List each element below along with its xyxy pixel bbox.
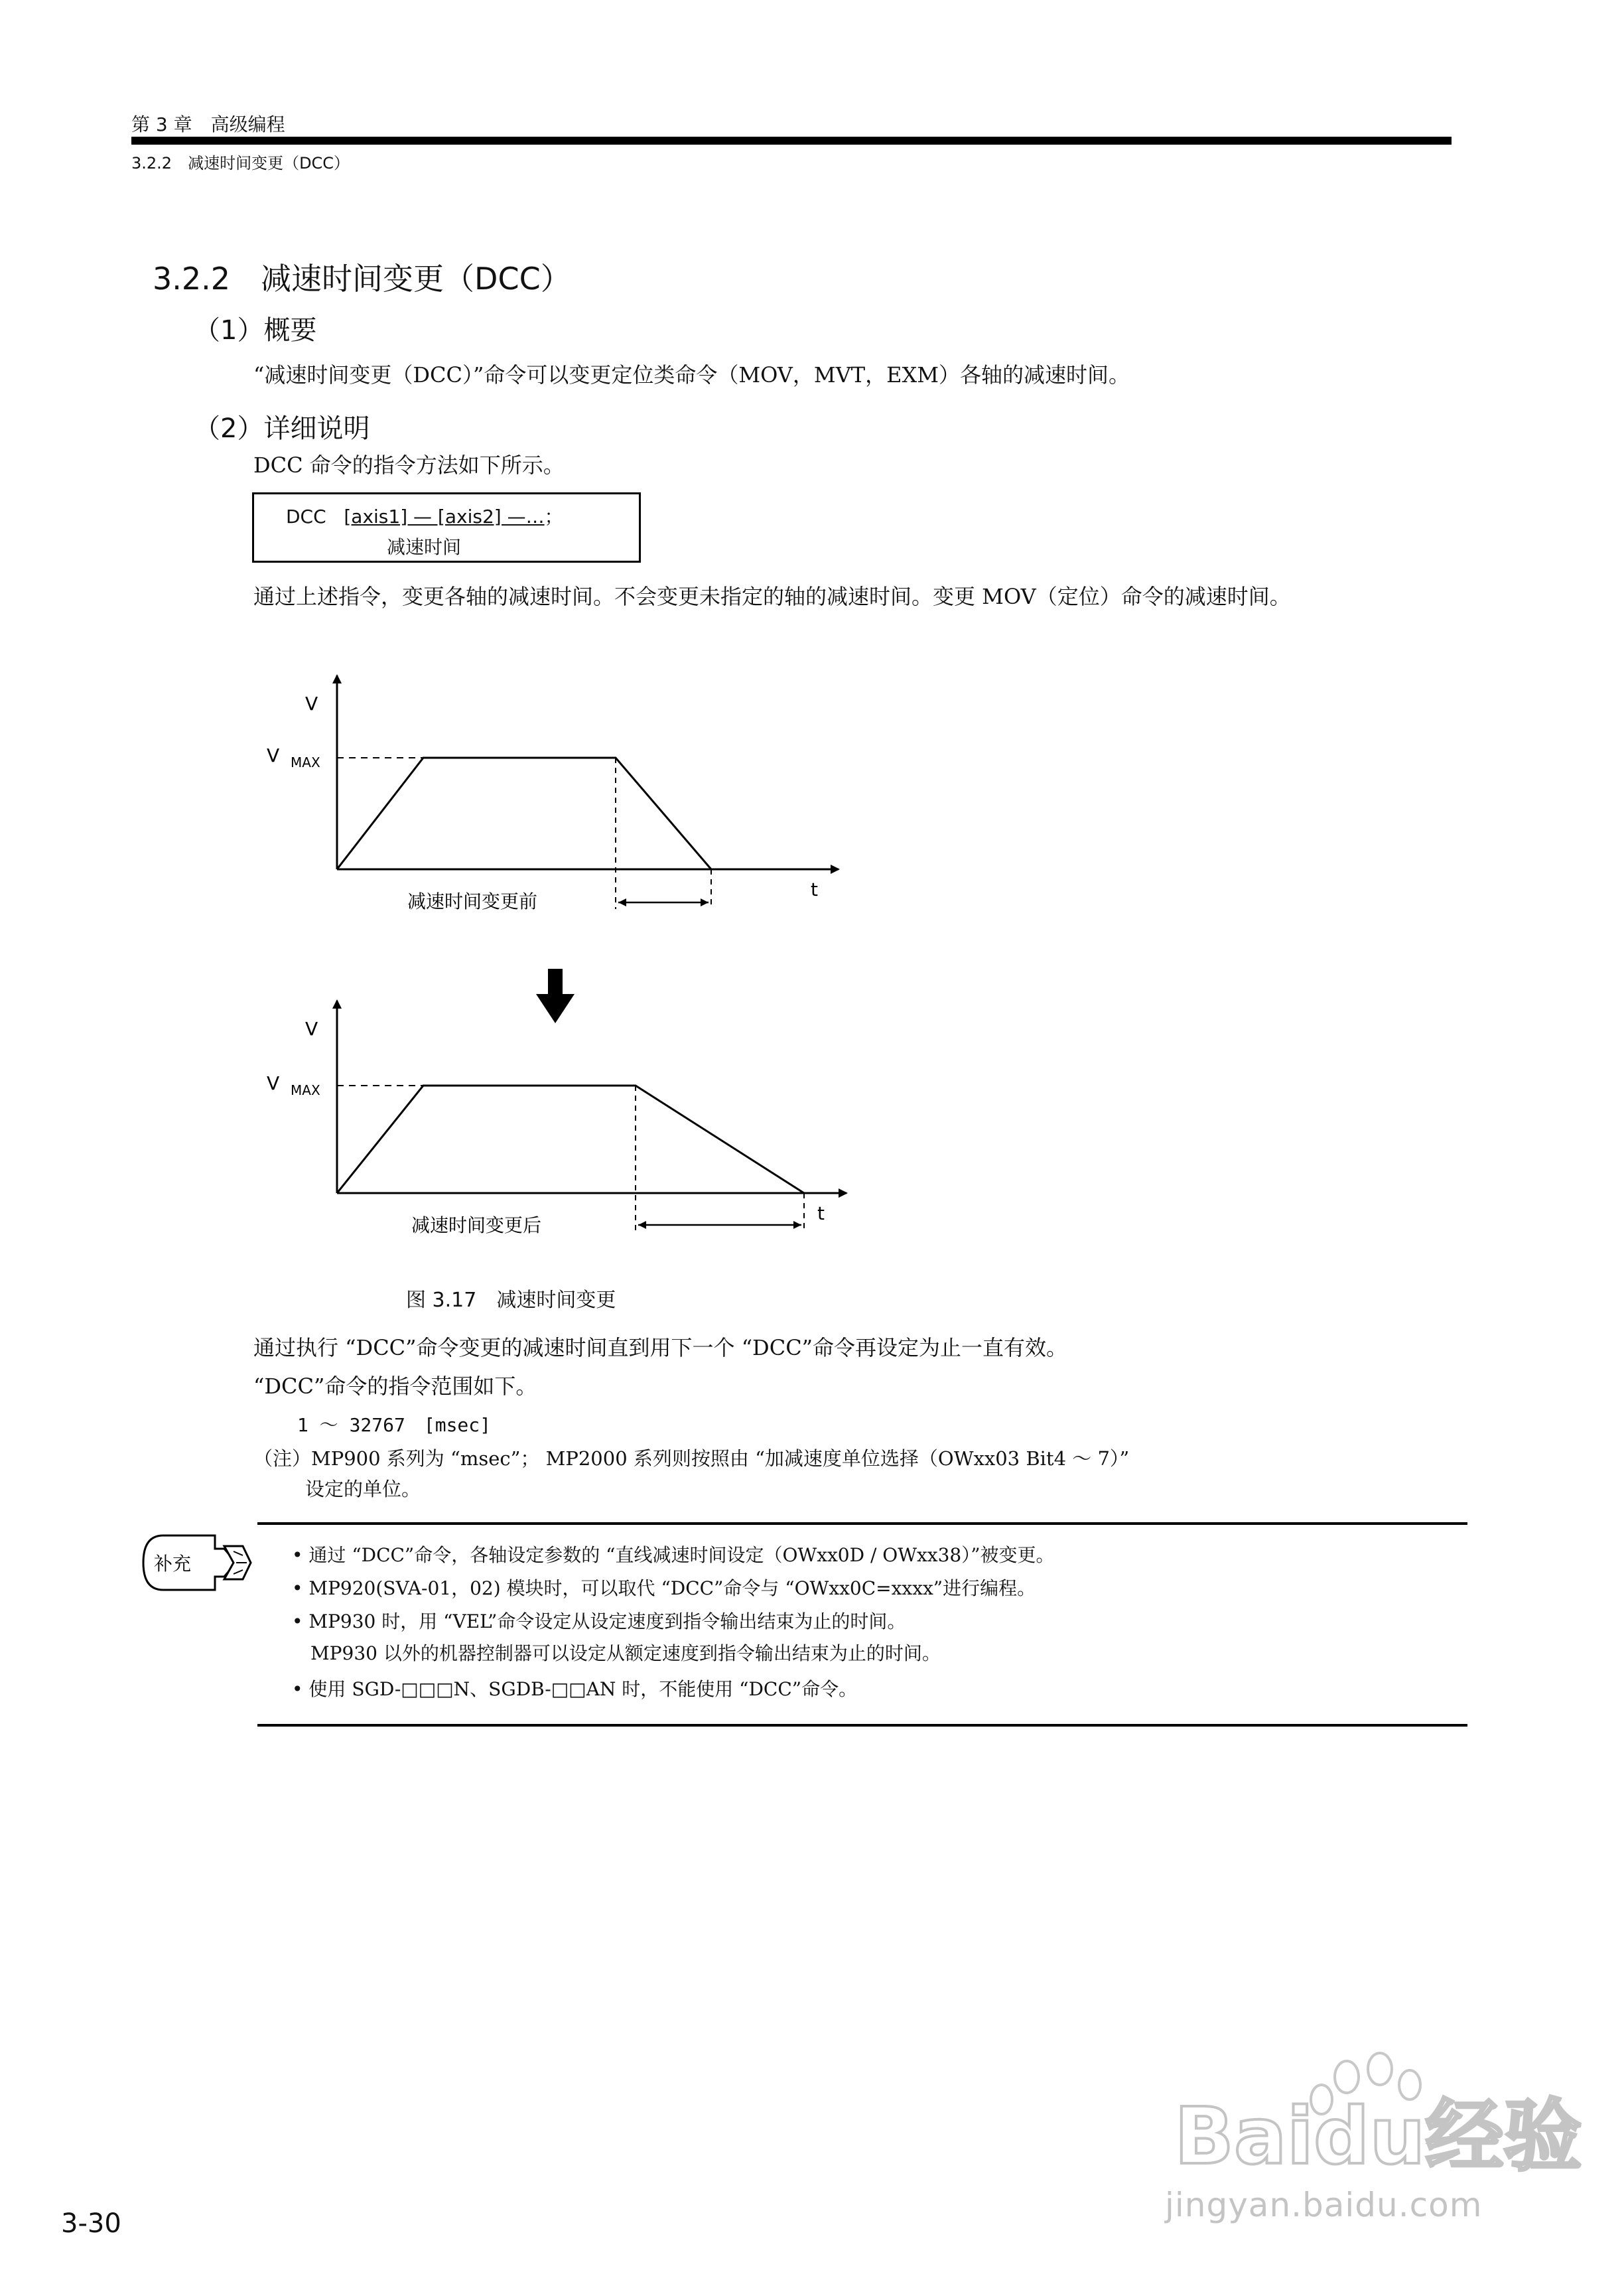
header-chapter: 第 3 章 高级编程	[131, 113, 285, 135]
supplement-rule-top	[257, 1522, 1467, 1525]
description-text: 通过上述指令，变更各轴的减速时间。不会变更未指定的轴的减速时间。变更 MOV（定位）命令的减速时间。	[253, 584, 1291, 609]
overview-text: “减速时间变更（DCC）”命令可以变更定位类命令（MOV，MVT，EXM）各轴的减速时间。	[253, 362, 1130, 388]
overview-heading: （1）概要	[194, 315, 317, 346]
note-line-1: （注）MP900 系列为 “msec”； MP2000 系列则按照由 “加减速度单位选择（OWxx03 Bit4 ～ 7）”	[253, 1447, 1130, 1470]
supplement-rule-bottom	[257, 1724, 1467, 1727]
command-keyword: DCC	[286, 506, 326, 528]
transition-arrow	[536, 969, 575, 1023]
velocity-chart-before	[267, 676, 839, 912]
velocity-profile	[337, 1086, 804, 1193]
watermark-url: jingyan.baidu.com	[1165, 2186, 1483, 2224]
supplement-item: • MP930 时，用 “VEL”命令设定从设定速度到指令输出结束为止的时间。	[292, 1610, 906, 1632]
vmax-subscript: MAX	[291, 1082, 320, 1098]
detail-text: DCC 命令的指令方法如下所示。	[253, 453, 565, 478]
command-syntax-line	[286, 502, 563, 529]
t-label: t	[811, 879, 818, 900]
header-rule	[131, 137, 1452, 145]
command-args: [axis1] — [axis2] —…	[344, 506, 545, 528]
command-sublabel: 减速时间	[387, 536, 462, 558]
supplement-item: • 使用 SGD-□□□N、SGDB-□□AN 时，不能使用 “DCC”命令。	[292, 1678, 858, 1700]
validity-text: 通过执行 “DCC”命令变更的减速时间直到用下一个 “DCC”命令再设定为止一直有效。	[253, 1335, 1068, 1360]
chart-caption-after: 减速时间变更后	[411, 1214, 542, 1236]
vmax-label: V	[267, 1072, 280, 1094]
note-line-2: 设定的单位。	[305, 1478, 421, 1500]
header-section: 3.2.2 减速时间变更（DCC）	[131, 154, 350, 173]
supplement-item: • 通过 “DCC”命令，各轴设定参数的 “直线减速时间设定（OWxx0D / OWxx38）”被变更。	[292, 1544, 1055, 1566]
vmax-label: V	[267, 745, 280, 766]
command-terminator: ；	[544, 506, 563, 528]
supplement-icon	[137, 1526, 256, 1599]
section-title: 3.2.2 减速时间变更（DCC）	[153, 261, 571, 297]
range-text: “DCC”命令的指令范围如下。	[253, 1374, 537, 1399]
range-value: 1 ～ 32767 [msec]	[297, 1414, 492, 1436]
v-label: V	[305, 1018, 318, 1040]
deceleration-figure	[252, 657, 902, 1254]
t-label: t	[817, 1202, 825, 1224]
watermark-logo-text: Baidu经验	[1174, 2090, 1582, 2182]
figure-caption: 图 3.17 减速时间变更	[406, 1289, 616, 1312]
baidu-watermark-logo	[1168, 2050, 1592, 2183]
supplement-item: • MP920(SVA-01，02) 模块时，可以取代 “DCC”命令与 “OWxx0C=xxxx”进行编程。	[292, 1577, 1036, 1599]
supplement-item: MP930 以外的机器控制器可以设定从额定速度到指令输出结束为止的时间。	[310, 1642, 941, 1664]
supplement-label: 补充	[154, 1553, 192, 1575]
page-number: 3-30	[61, 2208, 121, 2239]
detail-heading: （2）详细说明	[194, 413, 370, 444]
velocity-profile	[337, 758, 711, 869]
chart-caption-before: 减速时间变更前	[407, 891, 538, 912]
v-label: V	[305, 693, 318, 715]
command-syntax-box	[252, 492, 641, 563]
vmax-subscript: MAX	[291, 754, 320, 770]
velocity-chart-after	[267, 1001, 846, 1236]
